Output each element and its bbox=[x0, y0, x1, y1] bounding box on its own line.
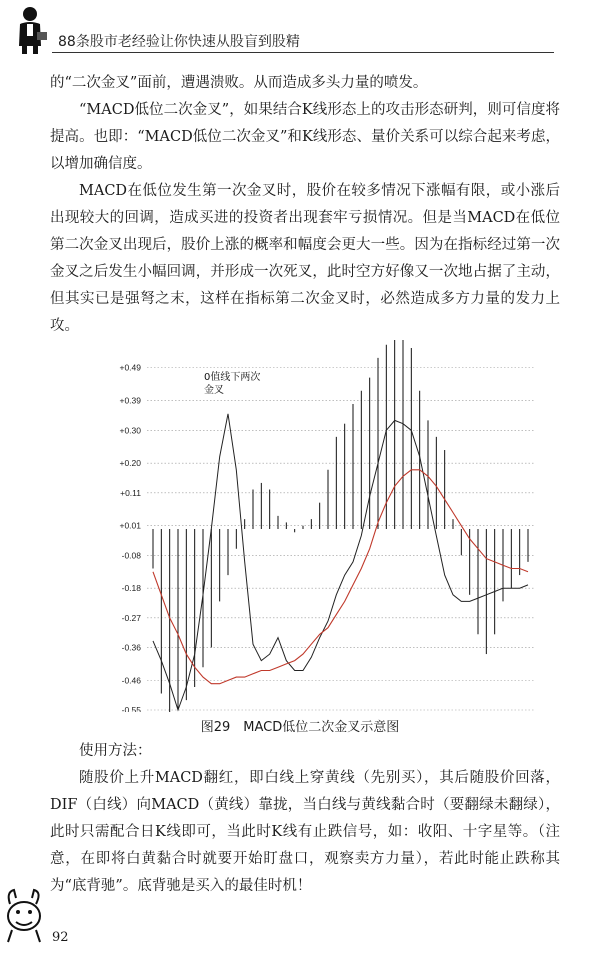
annotation-text-line2: 金叉 bbox=[204, 385, 224, 396]
paragraph-2: “MACD低位二次金叉”，如果结合K线形态上的攻击形态研判，则可信度将提高。也即：“MACD低位二次金叉”和K线形态、量价关系可以综合起来考虑，以增加确信度。 bbox=[50, 102, 560, 172]
y-tick-label: +0.49 bbox=[119, 362, 141, 373]
paragraph-3: MACD在低位发生第一次金叉时，股价在较多情况下涨幅有限，或小涨后出现较大的回调，造成买进的投资者出现套牢亏损情况。但是当MACD在低位第二次金叉出现后，股价上涨的概率和幅度会更大一些。因为在指标经过第一次金叉之后发生小幅回调，并形成一次死叉，此时空方好像又一次地占据了主动，但其实已是强弩之末，这样在指标第二次金叉时，必然造成多方力量的发力上攻。 bbox=[50, 183, 560, 334]
businessman-logo-icon bbox=[10, 2, 50, 54]
paragraph-4: 使用方法： bbox=[79, 743, 152, 759]
y-tick-label: -0.08 bbox=[121, 550, 141, 561]
y-tick-label: -0.46 bbox=[121, 675, 141, 686]
macd-chart bbox=[92, 340, 552, 712]
y-tick-label: -0.27 bbox=[121, 612, 141, 623]
annotation-text-line1: 0值线下两次 bbox=[204, 372, 261, 383]
y-tick-label: -0.18 bbox=[121, 583, 141, 594]
y-tick-label: +0.20 bbox=[119, 458, 141, 469]
y-tick-label: +0.39 bbox=[119, 395, 141, 406]
paragraph-1: 的“二次金叉”面前，遭遇溃败。从而造成多头力量的喷发。 bbox=[50, 75, 428, 91]
paragraph-5: 随股价上升MACD翻红，即白线上穿黄线（先别买），其后随股价回落，DIF（白线）向MACD（黄线）靠拢，当白线与黄线黏合时（要翻绿未翻绿），此时只需配合日K线即可，当此时K线有止跌信号，如：收阳、十字星等。（注意，在即将白黄黏合时就要开始盯盘口，观察卖方力量），若此时能止跌称其为“底背驰”。底背驰是买入的最佳时机！ bbox=[50, 770, 560, 894]
y-tick-label: -0.36 bbox=[121, 642, 141, 653]
dif-line bbox=[153, 414, 528, 710]
y-tick-label: +0.01 bbox=[119, 520, 141, 531]
y-tick-label: +0.11 bbox=[120, 487, 141, 498]
page-header bbox=[0, 0, 600, 56]
dea-line bbox=[153, 470, 528, 684]
book-title: 88条股市老经验让你快速从股盲到股精 bbox=[58, 34, 300, 50]
macd-chart-svg bbox=[92, 340, 552, 712]
header-rule bbox=[52, 52, 554, 53]
page-number: 92 bbox=[52, 930, 69, 945]
y-tick-label: -0.55 bbox=[121, 705, 141, 712]
figure-caption: 图29 MACD低位二次金叉示意图 bbox=[200, 720, 400, 735]
y-tick-label: +0.30 bbox=[119, 425, 141, 436]
bull-mascot-icon bbox=[2, 884, 48, 944]
